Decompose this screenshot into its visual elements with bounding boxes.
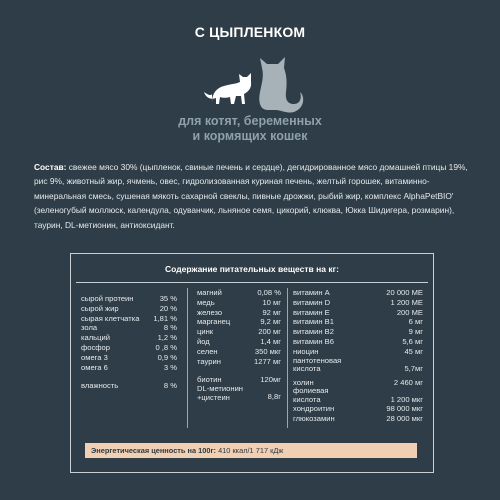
nutrient-name: кальций	[81, 333, 110, 343]
nutrient-row	[81, 353, 177, 363]
nutrient-value: 5,6 мг	[402, 336, 423, 346]
nutrient-row	[197, 347, 281, 357]
nutrient-value: 0,9 %	[157, 352, 177, 362]
nutrient-name: холин	[293, 377, 314, 387]
nutrient-row	[197, 288, 281, 298]
nutrient-name: зола	[81, 323, 98, 333]
nutrient-row	[81, 323, 177, 333]
composition-body: свежее мясо 30% (цыпленок, свиные печень и сердце), дегидрированное мясо домашней птицы 19%, рис 9%, животный жир, ячмень, овес, гидролизованная куриная печень, желтый горошек, витаминно-минеральная смесь, сушеная мякоть сахарной свеклы, пивные дрожжи, рыбий жир, комплекс AlphaPetBIO' (зеленогубый моллюск, календула, одуванчик, льняное семя, цикорий, клюква, Юкка Шидигера, розмарин), таурин, DL-метионин, антиоксидант.	[34, 162, 468, 230]
nutrient-row	[293, 308, 423, 318]
tagline-line-1: для котят, беременных	[178, 114, 322, 128]
nutrient-name: йод	[197, 336, 210, 346]
nutrient-name: витамин E	[293, 307, 330, 317]
nutrient-value: 5,7мг	[404, 363, 423, 373]
nutrient-value: 92 мг	[262, 307, 281, 317]
nutrition-column-1	[81, 294, 177, 391]
nutrient-row	[293, 298, 423, 308]
nutrient-value: 6 мг	[408, 317, 423, 327]
energy-value: 410 ккал/1 717 кДж	[216, 446, 284, 455]
nutrient-value: 0,08 %	[257, 288, 281, 297]
cats-illustration	[190, 52, 310, 114]
composition-text	[34, 160, 470, 232]
nutrient-row	[81, 294, 177, 304]
nutrient-name: сырой жир	[81, 303, 119, 313]
nutrient-value: 1 200 МЕ	[390, 297, 423, 307]
nutrient-row	[293, 357, 423, 374]
nutrient-name: марганец	[197, 317, 231, 327]
nutrient-value: 35 %	[159, 294, 177, 303]
nutrient-name: хондроитин	[293, 404, 335, 414]
nutrient-name: витамин B1	[293, 317, 334, 327]
nutrient-row	[293, 317, 423, 327]
nutrient-value: 8 %	[163, 323, 177, 333]
nutrient-value: 1,81 %	[153, 313, 177, 323]
nutrient-name: сырая клетчатка	[81, 313, 140, 323]
nutrient-row	[293, 327, 423, 337]
nutrient-name: биотин	[197, 375, 222, 385]
nutrient-row	[197, 317, 281, 327]
nutrient-name: витамин B2	[293, 327, 334, 337]
energy-value-bar	[85, 443, 417, 458]
nutrient-value: 20 000 МЕ	[386, 288, 423, 297]
nutrient-value: 8,8г	[267, 392, 281, 402]
nutrient-row	[293, 404, 423, 414]
nutrient-value: 8 %	[163, 381, 177, 391]
nutrient-name: сырой протеин	[81, 294, 134, 303]
nutrient-name: фосфор	[81, 342, 110, 352]
nutrient-row	[293, 337, 423, 347]
nutrient-name: влажность	[81, 381, 119, 391]
nutrient-name: железо	[197, 307, 223, 317]
nutrient-name: омега 6	[81, 362, 108, 372]
nutrient-value: 200 МЕ	[396, 307, 423, 317]
nutrient-row	[293, 288, 423, 298]
nutrient-value: 1,4 мг	[260, 336, 281, 346]
nutrient-value: 0 ,8 %	[155, 342, 177, 352]
nutrient-row	[81, 381, 177, 391]
nutrient-row	[293, 387, 423, 404]
nutrient-value: 120мг	[260, 375, 281, 385]
nutrient-row	[197, 327, 281, 337]
nutrient-row	[197, 357, 281, 367]
nutrient-name: DL-метионин +цистеин	[197, 384, 243, 402]
nutrient-row	[81, 343, 177, 353]
nutrient-name: омега 3	[81, 352, 108, 362]
nutrient-value: 9 мг	[408, 327, 423, 337]
nutrient-value: 9,2 мг	[260, 317, 281, 327]
nutrient-row	[81, 333, 177, 343]
energy-label: Энергетическая ценность на 100г:	[91, 446, 217, 455]
panel-divider	[76, 282, 428, 283]
nutrient-row	[81, 304, 177, 314]
nutrient-name: цинк	[197, 327, 214, 337]
nutrient-row	[197, 298, 281, 308]
nutrient-value: 20 %	[159, 303, 177, 313]
nutrient-value: 200 мг	[258, 327, 281, 337]
adult-cat-icon	[259, 57, 303, 113]
nutrition-column-2	[197, 288, 281, 402]
composition-label: Состав:	[34, 162, 67, 172]
nutrient-value: 45 мг	[404, 346, 423, 356]
nutrient-row	[81, 363, 177, 373]
nutrient-row	[197, 308, 281, 318]
nutrient-name: магний	[197, 288, 222, 297]
nutrient-name: глюкозамин	[293, 414, 335, 424]
nutrient-row	[293, 414, 423, 424]
nutrition-panel	[70, 253, 434, 473]
nutrient-name: таурин	[197, 356, 221, 366]
nutrient-value: 350 мкг	[254, 346, 281, 356]
nutrient-name: витамин A	[293, 288, 330, 297]
nutrient-name: витамин D	[293, 297, 331, 307]
nutrient-name: витамин B6	[293, 336, 334, 346]
nutrient-name: пантотеновая кислота	[293, 355, 342, 374]
column-divider	[187, 288, 188, 428]
tagline	[0, 114, 500, 144]
nutrient-value: 1 200 мкг	[390, 394, 423, 404]
nutrient-row	[197, 385, 281, 402]
nutrient-name: ниоцин	[293, 346, 319, 356]
nutrient-value: 2 460 мг	[393, 377, 423, 387]
nutrient-value: 1,2 %	[157, 333, 177, 343]
tagline-line-2: и кормящих кошек	[192, 129, 308, 143]
column-divider	[287, 288, 288, 428]
nutrient-name: селен	[197, 346, 218, 356]
nutrition-column-3	[293, 288, 423, 424]
nutrient-value: 3 %	[163, 362, 177, 372]
nutrient-name: медь	[197, 297, 215, 307]
nutrient-value: 1277 мг	[254, 356, 281, 366]
nutrient-value: 10 мг	[262, 297, 281, 307]
nutrient-value: 28 000 мкг	[386, 414, 423, 424]
nutrient-value: 98 000 мкг	[386, 404, 423, 414]
nutrient-name: фолиевая кислота	[293, 386, 329, 404]
nutrient-row	[81, 314, 177, 324]
product-title: С ЦЫПЛЕНКОМ	[194, 24, 306, 40]
nutrition-title: Содержание питательных веществ на кг:	[165, 264, 339, 274]
kitten-icon	[204, 73, 251, 104]
nutrient-row	[197, 337, 281, 347]
